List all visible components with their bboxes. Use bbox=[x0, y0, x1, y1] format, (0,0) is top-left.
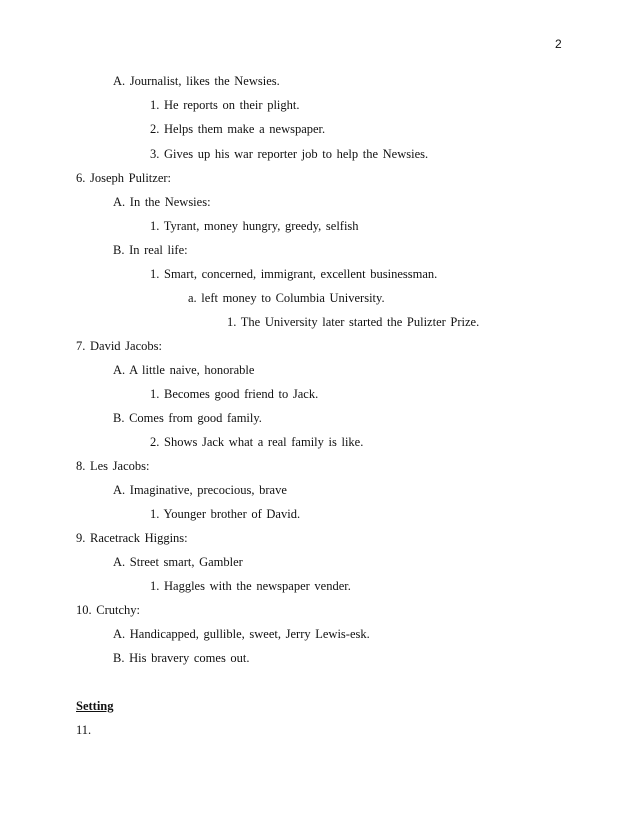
outline-line: 1. Haggles with the newspaper vender. bbox=[150, 579, 351, 593]
outline-line: B. Comes from good family. bbox=[113, 411, 262, 425]
outline-line: B. In real life: bbox=[113, 243, 188, 257]
setting-item: 11. bbox=[76, 723, 92, 737]
outline-line: 1. Becomes good friend to Jack. bbox=[150, 387, 319, 401]
outline-line: A. Handicapped, gullible, sweet, Jerry Lewis-esk. bbox=[113, 627, 370, 641]
outline-line: 10. Crutchy: bbox=[76, 603, 140, 617]
outline-line: A. Street smart, Gambler bbox=[113, 555, 243, 569]
outline-line: a. left money to Columbia University. bbox=[188, 291, 385, 305]
outline-line: 1. Smart, concerned, immigrant, excellent businessman. bbox=[150, 267, 438, 281]
outline-line: A. A little naive, honorable bbox=[113, 363, 255, 377]
outline-line: 1. The University later started the Pulizter Prize. bbox=[227, 315, 480, 329]
outline-line: 2. Shows Jack what a real family is like. bbox=[150, 435, 364, 449]
outline-line: 1. He reports on their plight. bbox=[150, 98, 300, 112]
outline-line: 7. David Jacobs: bbox=[76, 339, 162, 353]
outline-line: 1. Tyrant, money hungry, greedy, selfish bbox=[150, 219, 359, 233]
outline-line: B. His bravery comes out. bbox=[113, 651, 250, 665]
outline-line: A. Imaginative, precocious, brave bbox=[113, 483, 287, 497]
page-number: 2 bbox=[555, 37, 562, 51]
outline-line: 1. Younger brother of David. bbox=[150, 507, 301, 521]
outline-line: A. Journalist, likes the Newsies. bbox=[113, 74, 280, 88]
outline-line: 2. Helps them make a newspaper. bbox=[150, 122, 326, 136]
outline-line: 6. Joseph Pulitzer: bbox=[76, 171, 172, 185]
setting-heading: Setting bbox=[76, 699, 114, 713]
outline-line: 8. Les Jacobs: bbox=[76, 459, 150, 473]
outline-line: 9. Racetrack Higgins: bbox=[76, 531, 188, 545]
outline-line: 3. Gives up his war reporter job to help the Newsies. bbox=[150, 147, 429, 161]
outline-line: A. In the Newsies: bbox=[113, 195, 211, 209]
